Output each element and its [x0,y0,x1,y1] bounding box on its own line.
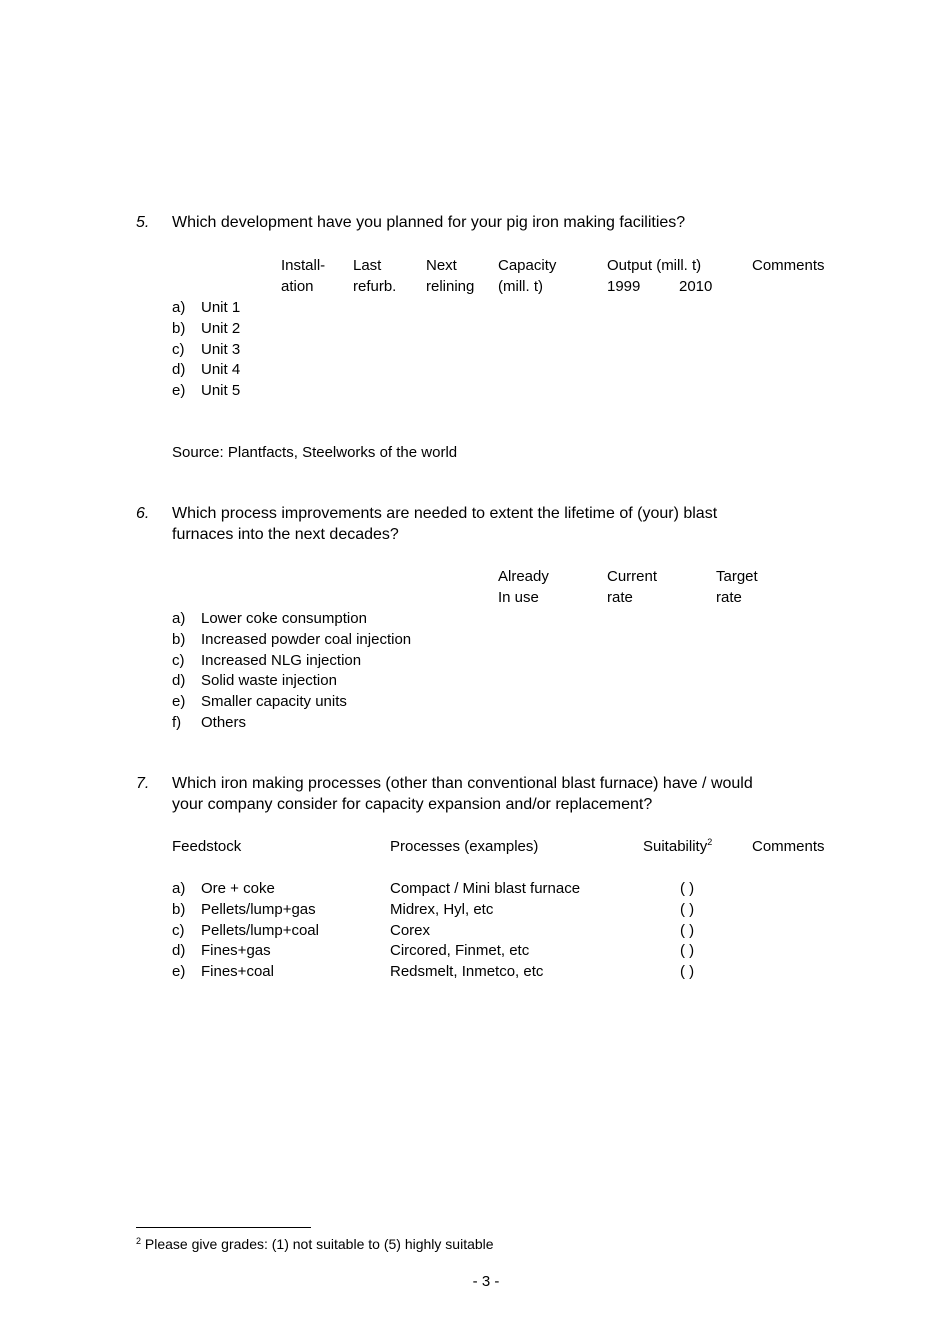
list-item-letter: a) [172,880,186,897]
page-number: - 3 - [472,1273,500,1290]
list-item-letter: a) [172,299,186,316]
q6-question-line-2: furnaces into the next decades? [172,526,399,543]
list-item-letter: b) [172,320,186,337]
q6-header-current-2: rate [607,589,633,606]
q6-header-target-2: rate [716,589,742,606]
q6-question-line-1: Which process improvements are needed to extent the lifetime of (your) blast [172,505,718,522]
list-item-letter: e) [172,382,186,399]
list-item-feedstock: Pellets/lump+gas [201,901,316,918]
list-item-label: Unit 3 [201,341,241,358]
list-item-label: Others [201,714,247,731]
q5-header-next-1: Next [426,257,457,274]
list-item-letter: b) [172,901,186,918]
list-item-letter: c) [172,922,185,939]
footnote-text: Please give grades: (1) not suitable to (5) highly suitable [144,1236,494,1252]
q5-header-installation-2: ation [281,278,314,295]
q5-header-output-1999: 1999 [607,278,641,295]
q7-question-line-2: your company consider for capacity expansion and/or replacement? [172,796,653,813]
list-item-label: Unit 2 [201,320,241,337]
list-item-feedstock: Ore + coke [201,880,275,897]
q7-header-feedstock: Feedstock [172,838,242,855]
list-item-label: Unit 1 [201,299,241,316]
q5-header-last-1: Last [353,257,382,274]
footnote-reference-mark: 2 [707,837,713,847]
footnote-separator [136,1227,311,1228]
q7-header-suitability [643,836,712,859]
footnote-mark: 2 [136,1236,142,1246]
list-item-letter: c) [172,341,185,358]
suitability-grade-field[interactable]: ( ) [680,942,695,959]
q6-header-target-1: Target [716,568,758,585]
q7-header-comments: Comments [752,838,825,855]
q7-number: 7. [136,775,150,792]
q5-header-comments: Comments [752,257,825,274]
list-item-letter: d) [172,942,186,959]
suitability-grade-field[interactable]: ( ) [680,963,695,980]
q5-header-output-2010: 2010 [679,278,713,295]
q7-header-processes: Processes (examples) [390,838,539,855]
suitability-grade-field[interactable]: ( ) [680,922,695,939]
q5-header-installation-1: Install- [281,257,326,274]
q7-header-suitability-label: Suitability [643,838,708,855]
q7-question-line-1: Which iron making processes (other than conventional blast furnace) have / would [172,775,753,792]
q5-header-output: Output (mill. t) [607,257,702,274]
list-item-label: Unit 5 [201,382,241,399]
q6-header-already-1: Already [498,568,549,585]
q5-header-capacity-1: Capacity [498,257,557,274]
suitability-grade-field[interactable]: ( ) [680,901,695,918]
list-item-label: Increased NLG injection [201,652,362,669]
list-item-letter: e) [172,693,186,710]
q5-header-capacity-2: (mill. t) [498,278,543,295]
footnote [136,1235,494,1256]
q5-header-last-2: refurb. [353,278,397,295]
list-item-letter: d) [172,361,186,378]
q5-source: Source: Plantfacts, Steelworks of the world [172,444,458,461]
list-item-letter: e) [172,963,186,980]
list-item-letter: c) [172,652,185,669]
q5-header-next-2: relining [426,278,475,295]
list-item-letter: a) [172,610,186,627]
list-item-feedstock: Fines+coal [201,963,274,980]
list-item-process: Corex [390,922,431,939]
q5-question: Which development have you planned for your pig iron making facilities? [172,214,686,231]
list-item-process: Compact / Mini blast furnace [390,880,581,897]
list-item-feedstock: Fines+gas [201,942,271,959]
list-item-letter: b) [172,631,186,648]
list-item-label: Lower coke consumption [201,610,367,627]
list-item-feedstock: Pellets/lump+coal [201,922,319,939]
q5-number: 5. [136,214,150,231]
list-item-letter: f) [172,714,182,731]
list-item-process: Redsmelt, Inmetco, etc [390,963,544,980]
list-item-process: Circored, Finmet, etc [390,942,530,959]
list-item-label: Unit 4 [201,361,241,378]
q6-header-current-1: Current [607,568,658,585]
list-item-process: Midrex, Hyl, etc [390,901,494,918]
list-item-label: Smaller capacity units [201,693,347,710]
suitability-grade-field[interactable]: ( ) [680,880,695,897]
list-item-letter: d) [172,672,186,689]
q6-number: 6. [136,505,150,522]
q6-header-already-2: In use [498,589,539,606]
list-item-label: Increased powder coal injection [201,631,412,648]
list-item-label: Solid waste injection [201,672,337,689]
